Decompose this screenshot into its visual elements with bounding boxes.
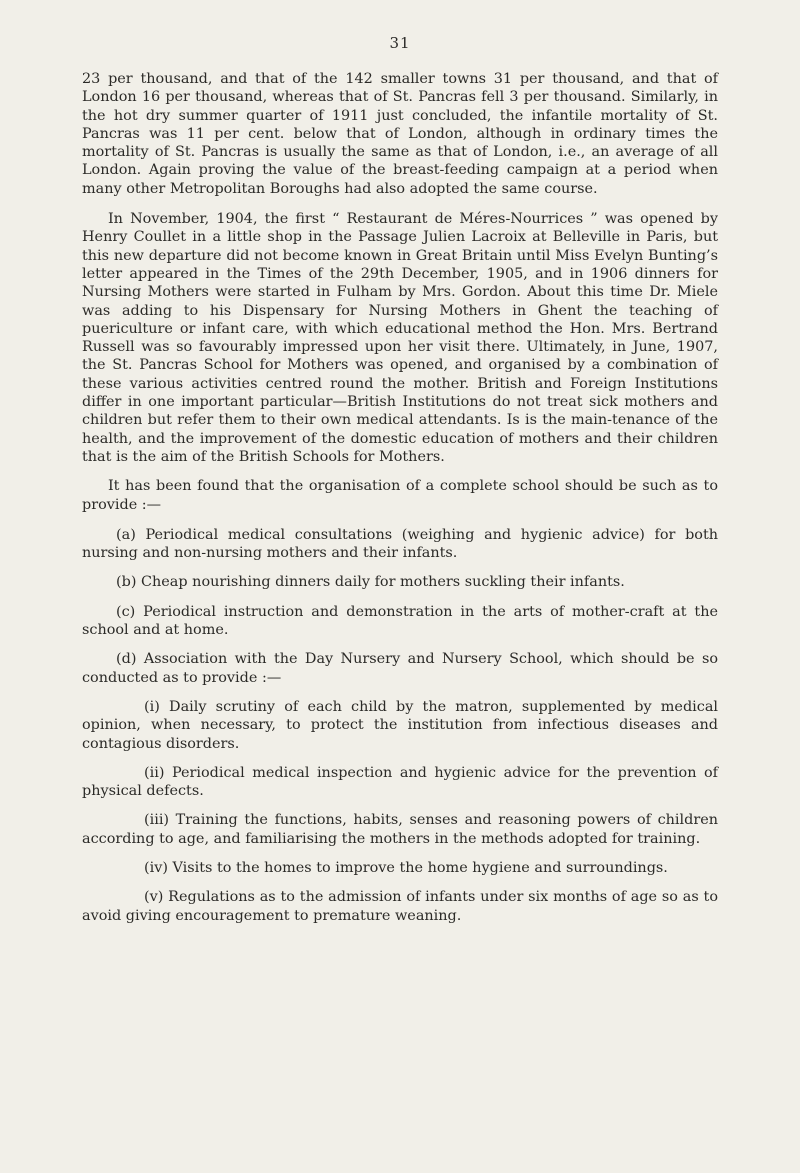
paragraph-continuation: 23 per thousand, and that of the 142 smaller towns 31 per thousand, and that of London 16 per thousand, whereas that of St. Pancras fell 3 per thousand. Similarly, in the hot dry summer quarter of 1911 just concluded, the infantile mortality of St. Pancras was 11 per cent. below that of London, although in ordinary times the mortality of St. Pancras is usually the same as that of London, i.e., an average of all London. Again proving the value of the breast-feeding campaign at a period when many other Metropolitan Boroughs had also adopted the same course. [82,71,718,197]
paragraph-history: In November, 1904, the first “ Restaurant de Méres-Nourrices ” was opened by Henry Coullet in a little shop in the Passage Julien Lacroix at Belleville in Paris, but this new departure did not become known in Great Britain until Miss Evelyn Bunting’s letter appeared in the Times of the 29th December, 1905, and in 1906 dinners for Nursing Mothers were started in Fulham by Mrs. Gordon. About this time Dr. Miele was adding to his Dispensary for Nursing Mothers in Ghent the teaching of puericulture or infant care, with which educational method the Hon. Mrs. Bertrand Russell was so favourably impressed upon her visit there. Ultimately, in June, 1907, the St. Pancras School for Mothers was opened, and organised by a combination of these various activities centred round the mother. British and Foreign Institutions differ in one important particular—British Institutions do not treat sick mothers and children but refer them to their own medical attendants. Is is the main-tenance of the health, and the improvement of the domestic education of mothers and their children that is the aim of the British Schools for Mothers. [82,211,718,465]
list-item-c: (c) Periodical instruction and demonstration in the arts of mother-craft at the school and at home. [82,603,718,639]
list-item-a: (a) Periodical medical consultations (weighing and hygienic advice) for both nursing and non-nursing mothers and their infants. [82,526,718,562]
sub-item-i: (i) Daily scrutiny of each child by the matron, supplemented by medical opinion, when necessary, to protect the institution from infectious diseases and contagious disorders. [82,698,718,752]
page-content [82,70,718,936]
paragraph-organisation: It has been found that the organisation of a complete school should be such as to provide :— [82,478,718,513]
sub-item-iv: (iv) Visits to the homes to improve the home hygiene and surroundings. [144,859,668,876]
list-item-b: (b) Cheap nourishing dinners daily for mothers suckling their infants. [116,574,625,591]
list-item-d: (d) Association with the Day Nursery and Nursery School, which should be so conducted as to provide :— [82,651,718,686]
page-number: 31 [389,34,411,52]
sub-item-ii: (ii) Periodical medical inspection and hygienic advice for the prevention of physical defects. [82,764,718,800]
sub-item-v: (v) Regulations as to the admission of infants under six months of age so as to avoid giving encouragement to premature weaning. [82,889,718,924]
sub-item-iii: (iii) Training the functions, habits, senses and reasoning powers of children according to age, and familiarising the mothers in the methods adopted for training. [82,812,718,847]
